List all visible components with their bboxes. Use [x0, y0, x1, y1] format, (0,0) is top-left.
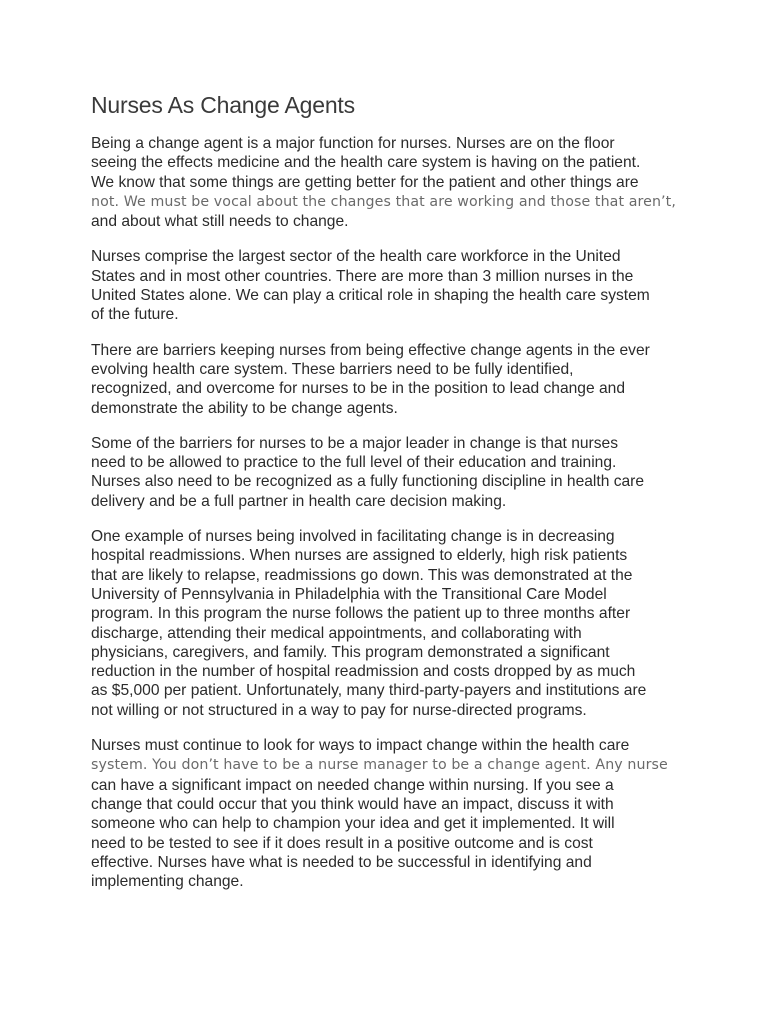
paragraph-5: One example of nurses being involved in facilitating change is in decreasing hospital readmissions. When nurses are assigned to elderly, high risk patients that are likely to relapse, readmissions go down. This was demonstrated at the University of Pennsylvania in Philadelphia with the Transitional Care Model program. In this program the nurse follows the patient up to three months after discharge, attending their medical appointments, and collaborating with physicians, caregivers, and family. This program demonstrated a significant reduction in the number of hospital readmission and costs dropped by as much as $5,000 per patient. Unfortunately, many third-party-payers and institutions are not willing or not structured in a way to pay for nurse-directed programs.	[91, 528, 647, 719]
paragraph-4: Some of the barriers for nurses to be a major leader in change is that nurses need to be allowed to practice to the full level of their education and training. Nurses also need to be recognized as a fully functioning discipline in health care delivery and be a full partner in health care decision making.	[91, 434, 645, 510]
document-title: Nurses As Change Agents	[91, 92, 355, 118]
paragraph-2: Nurses comprise the largest sector of the health care workforce in the United States and in most other countries. There are more than 3 million nurses in the United States alone. We can play a critical role in shaping the health care system of the future.	[91, 248, 650, 324]
paragraph-1-text-c: and about what still needs to change.	[91, 213, 349, 231]
paragraph-6-text-a: Nurses must continue to look for ways to impact change within the health care	[91, 737, 630, 755]
paragraph-6-text-c: can have a significant impact on needed change within nursing. If you see a change that could occur that you think would have an impact, discuss it with someone who can help to champion your idea and get it implemented. It will need to be tested to see if it does result in a positive outcome and is cost effective. Nurses have what is needed to be successful in identifying and implementing change.	[91, 776, 615, 891]
paragraph-6	[91, 736, 691, 891]
document-page	[91, 90, 691, 907]
paragraph-1	[91, 134, 691, 231]
paragraph-1-text-a: Being a change agent is a major function for nurses. Nurses are on the floor seeing the effects medicine and the health care system is having on the patient. We know that some things are getting better for the patient and other things are	[91, 135, 641, 191]
paragraph-3: There are barriers keeping nurses from being effective change agents in the ever evolving health care system. These barriers need to be fully identified, recognized, and overcome for nurses to be in the position to lead change and demonstrate the ability to be change agents.	[91, 341, 650, 417]
paragraph-6-text-b: system. You don’t have to be a nurse manager to be a change agent. Any nurse	[91, 757, 668, 774]
paragraph-1-text-b: not. We must be vocal about the changes that are working and those that aren’t,	[91, 193, 676, 210]
